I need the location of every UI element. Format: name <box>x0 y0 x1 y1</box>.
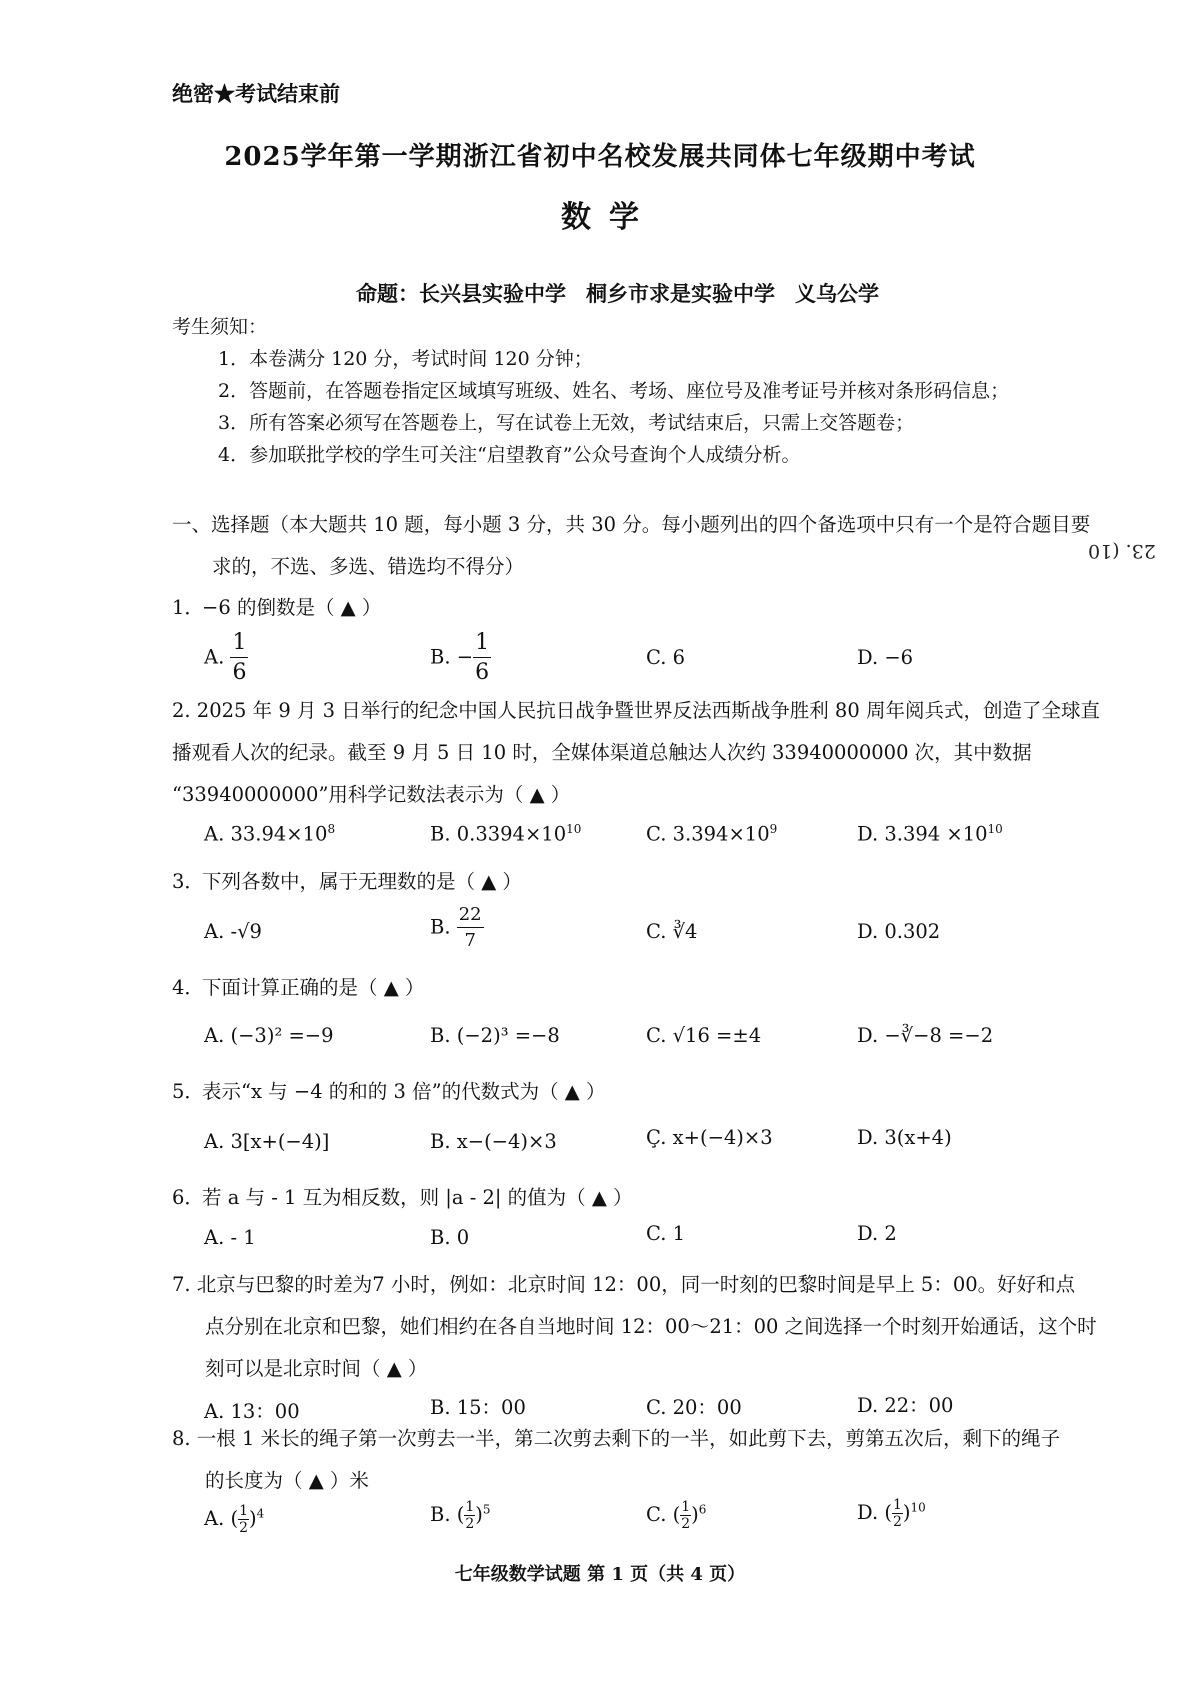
notice-item: 3．所有答案必须写在答题卷上，写在试卷上无效，考试结束后，只需上交答题卷； <box>218 412 915 434</box>
q7-option-a: A. 13：00 <box>204 1400 300 1423</box>
q4-option-a: A. (−3)² =−9 <box>204 1024 334 1047</box>
numerator: 1 <box>681 1499 691 1515</box>
q5-option-d: D. 3(x+4) <box>857 1126 952 1149</box>
numerator: 1 <box>465 1499 475 1515</box>
q5-option-a: A. 3[x+(−4)] <box>204 1130 330 1153</box>
author-school: 义乌公学 <box>795 281 879 306</box>
option-text: B. 0.3394×10 <box>430 822 567 846</box>
question-3-stem <box>172 866 1172 894</box>
question-number: 1． <box>172 596 204 619</box>
notice-title: 考生须知： <box>172 316 268 338</box>
q2-option-d <box>857 822 1003 846</box>
notice-item: 4．参加联批学校的学生可关注“启望教育”公众号查询个人成绩分析。 <box>218 444 801 466</box>
q5-option-c: Ç. x+(−4)×3 <box>646 1126 773 1149</box>
q4-option-c: C. √16 =±4 <box>646 1024 762 1047</box>
denominator: 2 <box>239 1520 249 1536</box>
exponent: 9 <box>769 822 778 836</box>
numerator: 1 <box>892 1497 902 1513</box>
option-label: B. <box>430 1503 451 1526</box>
q1-option-a <box>204 632 248 684</box>
option-label: B. <box>430 915 451 939</box>
fraction <box>680 1500 691 1531</box>
q7-option-c: C. 20：00 <box>646 1396 742 1419</box>
question-1-stem <box>172 592 1172 620</box>
question-number: 5． <box>172 1080 204 1103</box>
author-school: 桐乡市求是实验中学 <box>586 281 775 306</box>
exponent: 8 <box>327 822 336 836</box>
question-2-stem <box>172 690 1162 816</box>
denominator: 6 <box>475 660 490 685</box>
fraction <box>892 1498 903 1529</box>
q6-option-a: A. - 1 <box>204 1226 256 1249</box>
question-6-stem <box>172 1182 1172 1210</box>
section-heading-line: 一、选择题（本大题共 10 题，每小题 3 分，共 30 分。每小题列出的四个备选项中只有一个是符合题目要 <box>172 513 1091 536</box>
question-5-stem <box>172 1076 1172 1104</box>
option-text: A. 33.94×10 <box>204 822 328 846</box>
q1-option-c: C. 6 <box>646 646 686 669</box>
q1-option-d: D. −6 <box>857 646 914 669</box>
exponent: 6 <box>698 1502 707 1517</box>
q6-option-c: C. 1 <box>646 1222 686 1245</box>
option-text: C. 3.394×10 <box>646 822 770 846</box>
page-footer: 七年级数学试题 第 1 页（共 4 页） <box>454 1564 746 1585</box>
exam-title: 2025学年第一学期浙江省初中名校发展共同体七年级期中考试 <box>224 142 976 172</box>
q3-option-d: D. 0.302 <box>857 920 941 943</box>
denominator: 7 <box>464 930 476 951</box>
question-text: 下列各数中，属于无理数的是（ ▲ ） <box>202 870 522 893</box>
q6-option-b: B. 0 <box>430 1226 470 1249</box>
denominator: 2 <box>465 1516 475 1532</box>
exponent: 10 <box>987 822 1003 836</box>
q4-option-d: D. −∛−8 =−2 <box>857 1024 994 1047</box>
q8-option-d: D. ( $\frac{1}{2}$ )$^{10}$ <box>857 1497 926 1530</box>
numerator: 22 <box>457 906 484 928</box>
question-number: 4． <box>172 976 204 999</box>
question-text: 8. 一根 1 米长的绳子第一次剪去一半，第二次剪去剩下的一半，如此剪下去，剪第五次后，剩下的绳子 <box>172 1427 1061 1450</box>
q8-option-a: A. ( $\frac{1}{2}$ )$^4$ <box>204 1503 265 1536</box>
question-number: 6． <box>172 1186 204 1209</box>
numerator: 1 <box>239 1503 249 1519</box>
question-text: 2. 2025 年 9 月 3 日举行的纪念中国人民抗日战争暨世界反法西斯战争胜利 80 周年阅兵式，创造了全球直 <box>172 699 1100 722</box>
denominator: 6 <box>232 660 247 685</box>
question-text: −6 的倒数是（ ▲ ） <box>202 596 382 619</box>
q4-option-b: B. (−2)³ =−8 <box>430 1024 560 1047</box>
q2-option-a <box>204 822 335 846</box>
exponent: 10 <box>910 1500 926 1515</box>
authors-line <box>356 278 899 308</box>
option-label: B. <box>430 645 451 669</box>
exponent: 5 <box>482 1502 491 1517</box>
numerator: 1 <box>473 632 491 658</box>
question-8-stem <box>172 1418 1172 1502</box>
q6-option-d: D. 2 <box>857 1222 897 1245</box>
q2-option-c <box>646 822 777 846</box>
option-text: D. 3.394 ×10 <box>857 822 988 846</box>
q8-option-b: B. ( $\frac{1}{2}$ )$^5$ <box>430 1499 491 1532</box>
q8-option-c: C. ( $\frac{1}{2}$ )$^6$ <box>646 1499 707 1532</box>
notice-item: 1．本卷满分 120 分，考试时间 120 分钟； <box>218 348 593 370</box>
question-text: 播观看人次的纪录。截至 9 月 5 日 10 时，全媒体渠道总触达人次约 33940000000 次，其中数据 <box>172 741 1032 764</box>
q3-option-b <box>430 906 484 950</box>
question-4-stem <box>172 972 1172 1000</box>
denominator: 2 <box>892 1514 902 1530</box>
subject-title: 数学 <box>561 200 657 235</box>
authors-label: 命题： <box>356 281 419 306</box>
fraction <box>230 632 248 684</box>
question-text: 点分别在北京和巴黎，她们相约在各自当地时间 12：00～21：00 之间选择一个时刻开始通话，这个时 <box>205 1315 1097 1338</box>
exponent: 4 <box>256 1506 265 1521</box>
exponent: 10 <box>566 822 582 836</box>
q7-option-b: B. 15：00 <box>430 1396 526 1419</box>
option-label: A. <box>204 1507 225 1530</box>
question-text: 的长度为（ ▲ ）米 <box>205 1469 369 1492</box>
q7-option-d: D. 22：00 <box>857 1394 954 1417</box>
question-number: 3． <box>172 870 204 893</box>
option-label: A. <box>204 645 225 669</box>
denominator: 2 <box>681 1516 691 1532</box>
notice-item: 2．答题前，在答题卷指定区域填写班级、姓名、考场、座位号及准考证号并核对条形码信息； <box>218 380 1010 402</box>
numerator: 1 <box>230 632 248 658</box>
question-text: 若 a 与 - 1 互为相反数，则 |a - 2| 的值为（ ▲ ） <box>202 1186 633 1209</box>
option-label: C. <box>646 1503 667 1526</box>
question-text: 7. 北京与巴黎的时差为7 小时，例如：北京时间 12：00，同一时刻的巴黎时间是早上 5：00。好好和点 <box>172 1273 1076 1296</box>
q1-option-b <box>430 632 491 684</box>
fraction <box>464 1500 475 1531</box>
q5-option-b: B. x−(−4)×3 <box>430 1130 557 1153</box>
question-text: 刻可以是北京时间（ ▲ ） <box>205 1357 428 1380</box>
option-label: D. <box>857 1501 879 1524</box>
question-text: “33940000000”用科学记数法表示为（ ▲ ） <box>172 783 571 806</box>
question-7-stem <box>172 1264 1172 1390</box>
q2-option-b <box>430 822 581 846</box>
fraction <box>473 632 491 684</box>
margin-mark: 23. (10 <box>1088 540 1156 562</box>
section-heading-line: 求的，不选、多选、错选均不得分） <box>212 555 525 578</box>
fraction <box>238 1504 249 1535</box>
section-heading <box>172 504 1172 588</box>
author-school: 长兴县实验中学 <box>419 281 566 306</box>
confidential-label: 绝密★考试结束前 <box>172 81 340 106</box>
minus-sign: − <box>456 645 474 669</box>
q3-option-a: A. -√9 <box>204 920 262 943</box>
question-text: 下面计算正确的是（ ▲ ） <box>202 976 425 999</box>
question-text: 表示“x 与 −4 的和的 3 倍”的代数式为（ ▲ ） <box>202 1080 606 1103</box>
q3-option-c: C. ∛4 <box>646 920 698 943</box>
fraction <box>457 906 484 950</box>
